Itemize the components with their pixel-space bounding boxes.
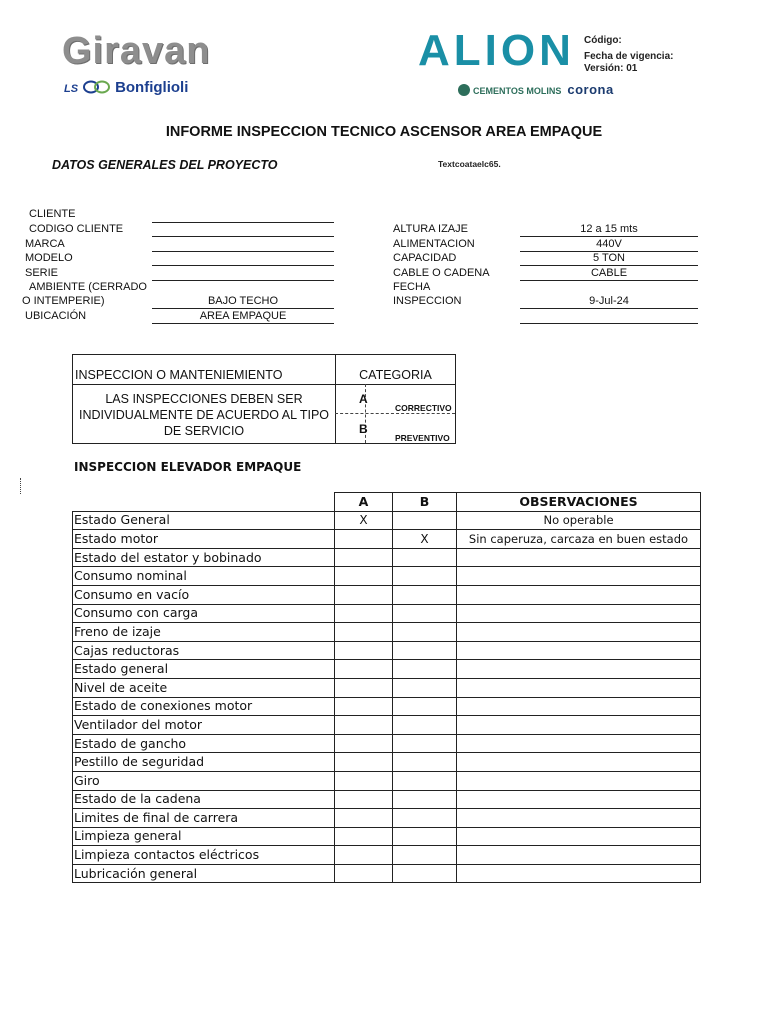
label-codigo-cliente: CODIGO CLIENTE — [29, 223, 124, 235]
inspection-item-cell: Limpieza general — [73, 827, 335, 846]
molins-corona-logo — [458, 82, 614, 97]
label-marca: MARCA — [25, 238, 65, 250]
value-capacidad: 5 TON — [593, 252, 625, 264]
inspection-title: INSPECCION ELEVADOR EMPAQUE — [74, 460, 302, 474]
giravan-wordmark: Giravan — [62, 30, 211, 72]
inspection-table — [72, 492, 701, 883]
observation-cell — [457, 697, 701, 716]
observation-cell — [457, 753, 701, 772]
molins-wordmark: CEMENTOS MOLINS — [473, 86, 562, 96]
check-b-cell — [393, 753, 457, 772]
inspection-item-cell: Cajas reductoras — [73, 641, 335, 660]
label-capacidad: CAPACIDAD — [393, 252, 457, 264]
observation-cell: No operable — [457, 511, 701, 530]
check-b-cell — [393, 604, 457, 623]
check-b-cell — [393, 864, 457, 883]
section-general-title: DATOS GENERALES DEL PROYECTO — [52, 158, 278, 172]
field-line-cliente — [152, 222, 334, 223]
observation-cell — [457, 864, 701, 883]
check-b-cell — [393, 585, 457, 604]
inspection-item-cell: Estado de gancho — [73, 734, 335, 753]
label-inspeccion: INSPECCION — [393, 295, 462, 307]
observation-cell — [457, 827, 701, 846]
check-b-cell — [393, 790, 457, 809]
inspection-item-cell: Nivel de aceite — [73, 678, 335, 697]
category-header-left: INSPECCION O MANTENIEMIENTO — [75, 368, 283, 382]
observation-cell — [457, 771, 701, 790]
value-fecha-inspeccion: 9-Jul-24 — [589, 295, 629, 307]
field-line-capacidad — [520, 265, 698, 266]
molins-icon — [458, 84, 470, 96]
label-fecha: FECHA — [393, 281, 431, 293]
observation-cell — [457, 790, 701, 809]
inspection-item-cell: Estado del estator y bobinado — [73, 548, 335, 567]
table-row — [73, 660, 701, 679]
table-row — [73, 585, 701, 604]
check-b-cell: X — [393, 530, 457, 549]
check-a-cell — [335, 530, 393, 549]
check-b-cell — [393, 846, 457, 865]
inspection-item-cell: Consumo nominal — [73, 567, 335, 586]
overlap-text: Textcoataelc65. — [438, 159, 501, 169]
check-a-cell — [335, 827, 393, 846]
margin-mark — [20, 478, 21, 494]
table-row — [73, 678, 701, 697]
table-row — [73, 511, 701, 530]
category-a-label: CORRECTIVO — [395, 403, 452, 413]
validity-label: Fecha de vigencia: — [584, 51, 674, 62]
check-b-cell — [393, 548, 457, 567]
header-blank-cell — [73, 493, 335, 512]
field-line-ambiente — [152, 308, 334, 309]
check-b-cell — [393, 641, 457, 660]
table-row — [73, 864, 701, 883]
label-alimentacion: ALIMENTACION — [393, 238, 475, 250]
value-cable-cadena: CABLE — [590, 267, 628, 279]
check-a-cell — [335, 604, 393, 623]
value-altura-izaje: 12 a 15 mts — [580, 223, 638, 235]
category-header-right: CATEGORIA — [359, 368, 432, 382]
divider — [335, 413, 455, 414]
check-a-cell — [335, 548, 393, 567]
check-a-cell — [335, 585, 393, 604]
label-ubicacion: UBICACIÓN — [25, 310, 87, 322]
category-note-line: LAS INSPECCIONES DEBEN SER — [105, 392, 303, 406]
field-line-ubicacion — [152, 323, 334, 324]
field-line-codigo — [152, 236, 334, 237]
field-line-modelo — [152, 265, 334, 266]
observation-cell — [457, 567, 701, 586]
table-row — [73, 734, 701, 753]
giravan-logo — [62, 30, 222, 100]
inspection-item-cell: Limites de final de carrera — [73, 809, 335, 828]
table-row — [73, 641, 701, 660]
observation-cell — [457, 641, 701, 660]
table-row — [73, 846, 701, 865]
table-row — [73, 753, 701, 772]
label-ambiente: AMBIENTE (CERRADO — [29, 281, 147, 293]
alion-wordmark: ALION — [418, 26, 575, 75]
column-header-a: A — [335, 493, 393, 512]
observation-cell: Sin caperuza, carcaza en buen estado — [457, 530, 701, 549]
field-line-marca — [152, 251, 334, 252]
label-altura-izaje: ALTURA IZAJE — [393, 223, 468, 235]
observation-cell — [457, 809, 701, 828]
check-b-cell — [393, 678, 457, 697]
check-b-cell — [393, 660, 457, 679]
divider — [73, 384, 455, 385]
field-line-altura — [520, 236, 698, 237]
check-a-cell — [335, 660, 393, 679]
observation-cell — [457, 716, 701, 735]
check-a-cell — [335, 641, 393, 660]
inspection-item-cell: Lubricación general — [73, 864, 335, 883]
label-intemperie: O INTEMPERIE) — [22, 295, 105, 307]
observation-cell — [457, 660, 701, 679]
inspection-table-body — [73, 511, 701, 883]
inspection-item-cell: Estado de conexiones motor — [73, 697, 335, 716]
category-b-label: PREVENTIVO — [395, 433, 450, 443]
inspection-item-cell: Giro — [73, 771, 335, 790]
inspection-item-cell: Consumo con carga — [73, 604, 335, 623]
check-b-cell — [393, 716, 457, 735]
observation-cell — [457, 548, 701, 567]
bonfiglioli-logo — [64, 79, 188, 96]
check-a-cell — [335, 809, 393, 828]
check-b-cell — [393, 771, 457, 790]
category-note-line: DE SERVICIO — [163, 424, 245, 438]
table-header-row — [73, 493, 701, 512]
table-row — [73, 604, 701, 623]
table-row — [73, 827, 701, 846]
observation-cell — [457, 734, 701, 753]
observation-cell — [457, 585, 701, 604]
value-ubicacion: AREA EMPAQUE — [199, 310, 287, 322]
table-row — [73, 623, 701, 642]
table-row — [73, 809, 701, 828]
check-a-cell — [335, 864, 393, 883]
observation-cell — [457, 623, 701, 642]
observation-cell — [457, 678, 701, 697]
document-title: INFORME INSPECCION TECNICO ASCENSOR AREA EMPAQUE — [165, 124, 603, 140]
check-a-cell: X — [335, 511, 393, 530]
category-b: B — [359, 422, 368, 436]
table-row — [73, 790, 701, 809]
table-row — [73, 771, 701, 790]
field-line-fecha — [520, 308, 698, 309]
check-b-cell — [393, 623, 457, 642]
table-row — [73, 530, 701, 549]
check-a-cell — [335, 846, 393, 865]
code-label: Código: — [584, 35, 622, 46]
inspection-item-cell: Pestillo de seguridad — [73, 753, 335, 772]
check-b-cell — [393, 734, 457, 753]
check-a-cell — [335, 678, 393, 697]
category-note — [73, 391, 335, 439]
check-b-cell — [393, 827, 457, 846]
table-row — [73, 548, 701, 567]
check-a-cell — [335, 567, 393, 586]
value-ambiente: BAJO TECHO — [207, 295, 279, 307]
inspection-item-cell: Estado de la cadena — [73, 790, 335, 809]
value-alimentacion: 440V — [596, 238, 622, 250]
inspection-item-cell: Consumo en vacío — [73, 585, 335, 604]
check-b-cell — [393, 511, 457, 530]
label-cable-cadena: CABLE O CADENA — [393, 267, 490, 279]
corona-wordmark: corona — [567, 82, 614, 97]
inspection-item-cell: Estado motor — [73, 530, 335, 549]
check-a-cell — [335, 771, 393, 790]
label-serie: SERIE — [25, 267, 59, 279]
table-row — [73, 716, 701, 735]
check-a-cell — [335, 790, 393, 809]
category-table — [72, 354, 456, 444]
inspection-item-cell: Ventilador del motor — [73, 716, 335, 735]
inspection-item-cell: Limpieza contactos eléctricos — [73, 846, 335, 865]
category-note-line: INDIVIDUALMENTE DE ACUERDO AL TIPO — [78, 408, 330, 422]
column-header-b: B — [393, 493, 457, 512]
rings-icon — [82, 80, 112, 94]
table-row — [73, 567, 701, 586]
label-modelo: MODELO — [25, 252, 73, 264]
observation-cell — [457, 846, 701, 865]
inspection-item-cell: Estado general — [73, 660, 335, 679]
field-line-extra — [520, 323, 698, 324]
bonfiglioli-wordmark: Bonfiglioli — [115, 79, 189, 96]
check-a-cell — [335, 716, 393, 735]
field-line-cable — [520, 280, 698, 281]
check-a-cell — [335, 734, 393, 753]
inspection-item-cell: Estado General — [73, 511, 335, 530]
label-cliente: CLIENTE — [29, 208, 76, 220]
check-b-cell — [393, 567, 457, 586]
check-a-cell — [335, 697, 393, 716]
table-row — [73, 697, 701, 716]
inspection-item-cell: Freno de izaje — [73, 623, 335, 642]
category-a: A — [359, 392, 368, 406]
check-b-cell — [393, 809, 457, 828]
column-header-observaciones: OBSERVACIONES — [457, 493, 701, 512]
ls-mark: LS — [64, 83, 79, 95]
check-a-cell — [335, 753, 393, 772]
version-label: Versión: 01 — [584, 63, 638, 74]
check-a-cell — [335, 623, 393, 642]
field-line-serie — [152, 280, 334, 281]
observation-cell — [457, 604, 701, 623]
check-b-cell — [393, 697, 457, 716]
